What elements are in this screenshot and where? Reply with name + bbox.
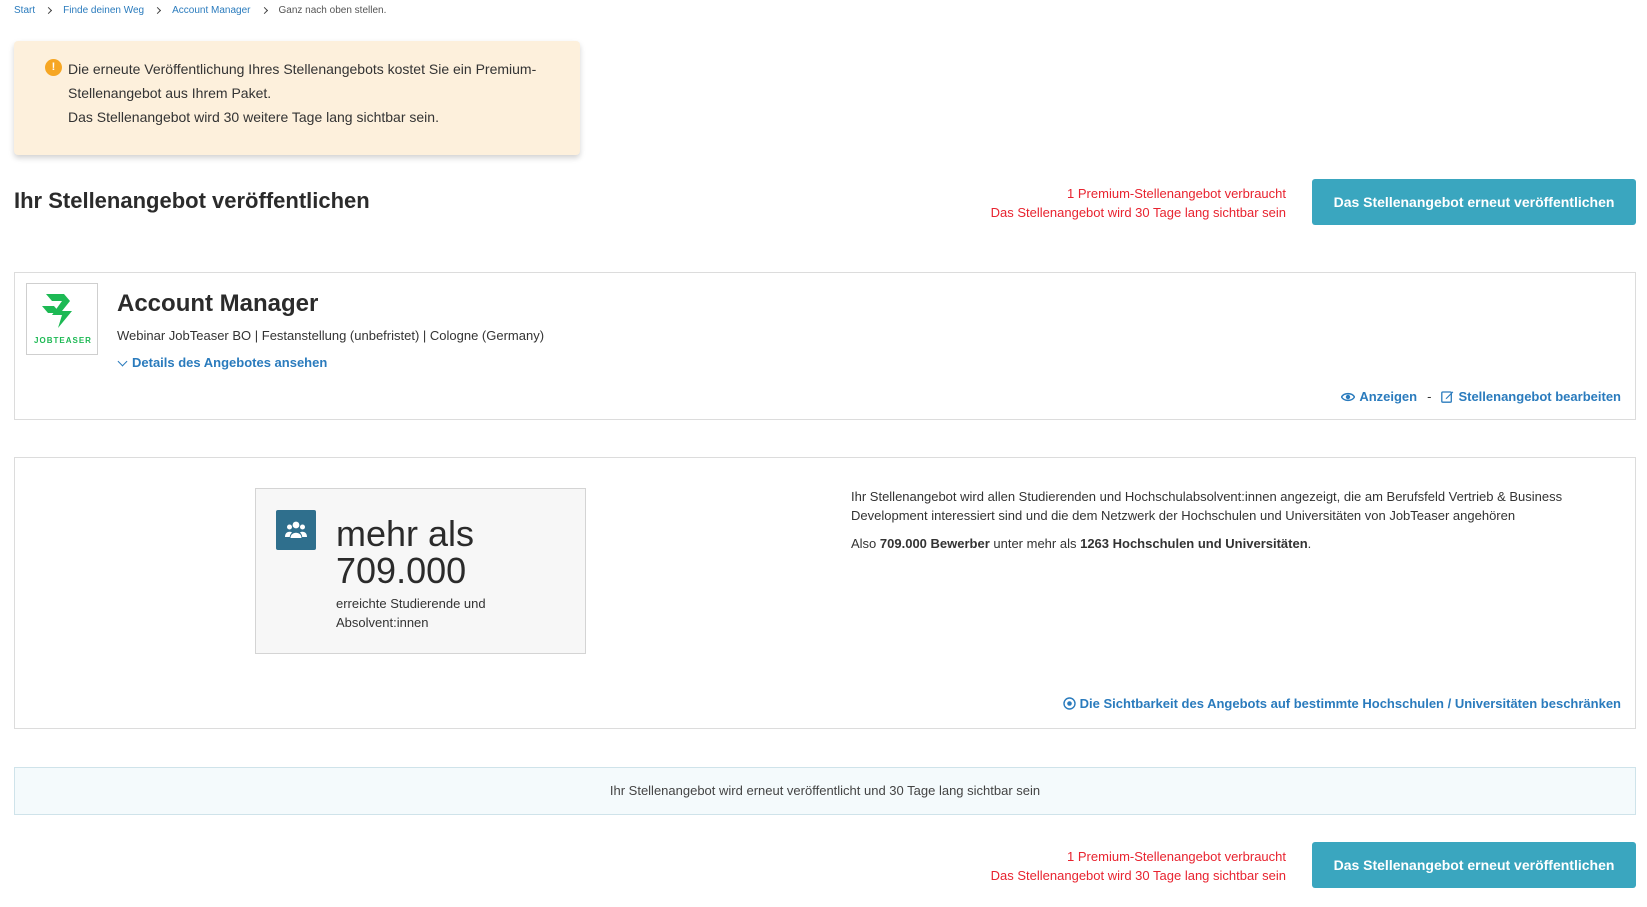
- usage-visibility-text: Das Stellenangebot wird 30 Tage lang sichtbar sein: [990, 205, 1286, 220]
- chevron-right-icon: [260, 6, 270, 16]
- reach-summary-middle: unter mehr als: [989, 536, 1081, 551]
- company-logo: [26, 283, 98, 355]
- premium-warning-alert: [14, 41, 580, 155]
- edit-link-label: Stellenangebot bearbeiten: [1458, 389, 1621, 404]
- job-meta: Webinar JobTeaser BO | Festanstellung (unbefristet) | Cologne (Germany): [117, 328, 545, 343]
- reach-number: [336, 515, 576, 589]
- reach-caption: erreichte Studierende und Absolvent:innen: [336, 596, 486, 630]
- premium-usage-note-bottom: [991, 847, 1286, 885]
- reach-summary: [851, 534, 1611, 553]
- reach-card: [14, 457, 1636, 729]
- breadcrumb-current: Ganz nach oben stellen.: [278, 5, 387, 16]
- edit-icon: [1441, 390, 1454, 403]
- users-icon: [276, 510, 316, 550]
- exclamation-circle-icon: !: [45, 59, 62, 76]
- reach-number-prefix: mehr als: [336, 513, 475, 554]
- view-link-label: Anzeigen: [1359, 389, 1418, 404]
- usage-consumed-text: 1 Premium-Stellenangebot verbraucht: [1067, 186, 1286, 201]
- breadcrumb: [14, 5, 386, 16]
- republish-button[interactable]: Das Stellenangebot erneut veröffentlichen: [1312, 179, 1636, 225]
- logo-wordmark: JOBTEASER: [34, 336, 92, 345]
- actions-separator: -: [1427, 389, 1432, 404]
- reach-summary-schools: 1263 Hochschulen und Universitäten: [1080, 536, 1308, 551]
- restrict-visibility-label: Die Sichtbarkeit des Angebots auf bestimmte Hochschulen / Universitäten beschränken: [1079, 696, 1621, 711]
- job-title: Account Manager: [117, 290, 319, 317]
- details-link-label: Details des Angebotes ansehen: [132, 355, 328, 370]
- job-actions: [1341, 389, 1621, 404]
- breadcrumb-link-start[interactable]: Start: [14, 5, 36, 16]
- reach-summary-applicants: 709.000 Bewerber: [879, 536, 990, 551]
- reach-stat-box: [255, 488, 586, 654]
- warning-line-1: Die erneute Veröffentlichung Ihres Stellenangebots kostet Sie ein Premium-: [68, 61, 537, 77]
- chevron-right-icon: [153, 6, 163, 16]
- view-link[interactable]: [1341, 389, 1417, 404]
- usage-visibility-text-bottom: Das Stellenangebot wird 30 Tage lang sichtbar sein: [990, 868, 1286, 883]
- republish-button-bottom[interactable]: Das Stellenangebot erneut veröffentlichen: [1312, 842, 1636, 888]
- reach-description-text: Ihr Stellenangebot wird allen Studierenden und Hochschulabsolvent:innen angezeigt, die am Berufsfeld Vertrieb & Business Development interessiert sind und die dem Netzwerk der Hochschulen und Universitäten von JobTeaser angehören: [851, 489, 1563, 523]
- reach-description: [851, 487, 1611, 553]
- warning-line-2: Stellenangebot aus Ihrem Paket.: [68, 85, 272, 101]
- target-icon: [1063, 697, 1076, 710]
- warning-line-3: Das Stellenangebot wird 30 weitere Tage lang sichtbar sein.: [68, 109, 439, 125]
- eye-icon: [1341, 392, 1355, 402]
- restrict-visibility-link[interactable]: [1063, 696, 1621, 711]
- reach-summary-prefix: Also: [851, 536, 880, 551]
- job-offer-card: [14, 272, 1636, 420]
- premium-usage-note: [991, 184, 1286, 222]
- usage-consumed-text-bottom: 1 Premium-Stellenangebot verbraucht: [1067, 849, 1286, 864]
- details-link[interactable]: [117, 355, 327, 370]
- breadcrumb-link-account-manager[interactable]: Account Manager: [172, 5, 251, 16]
- jobteaser-logo-icon: [40, 294, 84, 330]
- chevron-right-icon: [44, 6, 54, 16]
- reach-summary-suffix: .: [1307, 536, 1312, 551]
- republish-info-banner: Ihr Stellenangebot wird erneut veröffentlicht und 30 Tage lang sichtbar sein: [14, 767, 1636, 815]
- edit-link[interactable]: [1441, 389, 1621, 404]
- page-title: Ihr Stellenangebot veröffentlichen: [14, 188, 370, 213]
- breadcrumb-link-finde-deinen-weg[interactable]: Finde deinen Weg: [63, 5, 145, 16]
- chevron-down-icon: [118, 356, 128, 366]
- reach-number-value: 709.000: [336, 550, 467, 591]
